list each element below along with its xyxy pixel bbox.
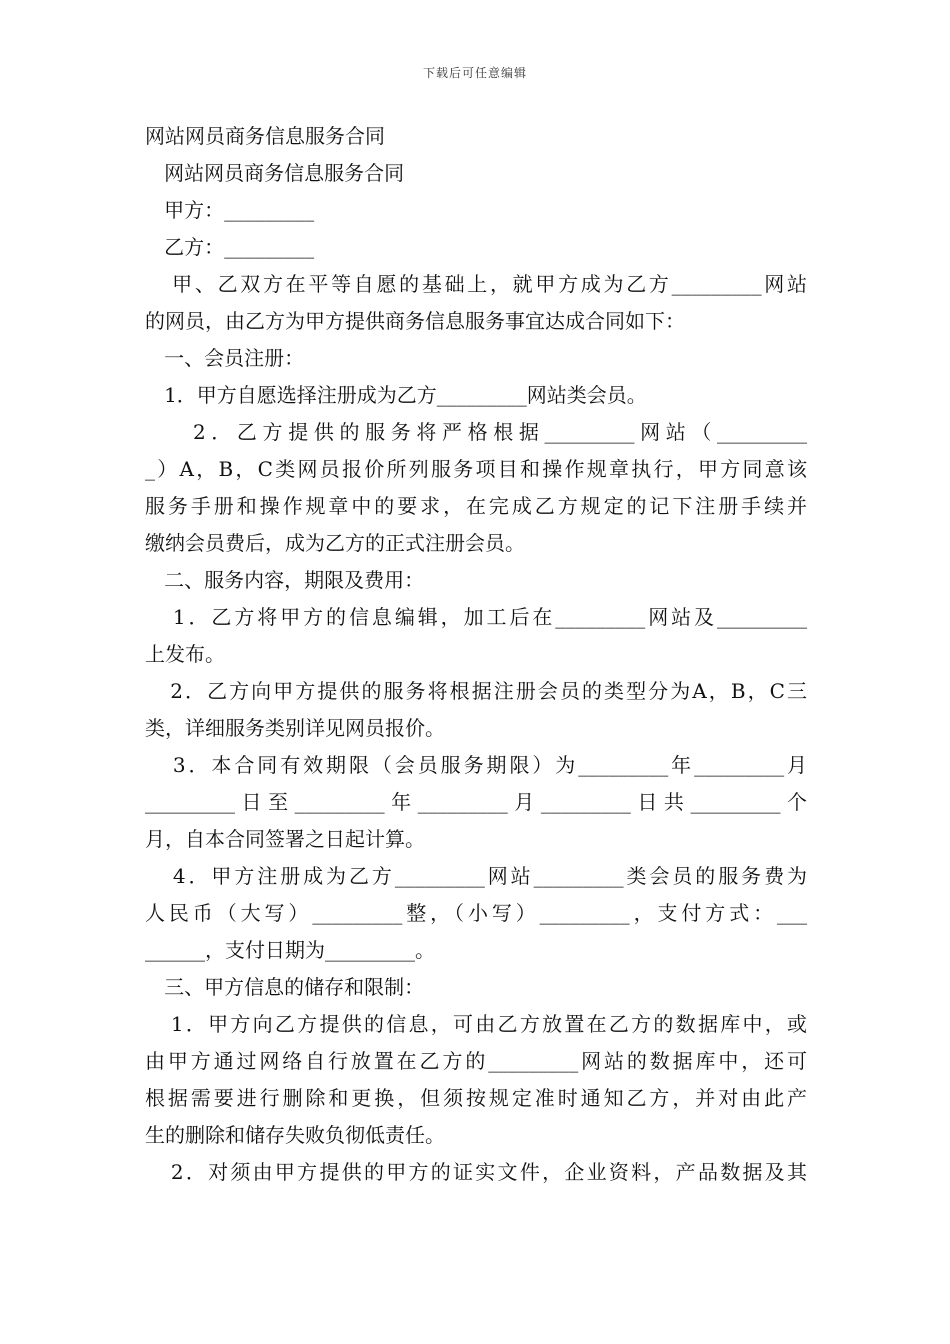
clause-1-1: 1．甲方自愿选择注册成为乙方_________网站类会员。: [145, 383, 647, 407]
document-title: 网站网员商务信息服务合同: [145, 124, 385, 148]
clause-2-1-line-1: 1．乙方将甲方的信息编辑，加工后在_________网站及_________: [145, 605, 807, 629]
section-3-heading: 三、甲方信息的储存和限制：: [145, 975, 425, 999]
clause-3-1-line-3: 根据需要进行删除和更换，但须按规定准时通知乙方，并对由此产: [145, 1086, 807, 1110]
contract-heading: 网站网员商务信息服务合同: [145, 161, 405, 185]
preamble-line-1: 甲、乙双方在平等自愿的基础上，就甲方成为乙方_________网站: [145, 272, 807, 296]
clause-3-1-line-2: 由甲方通过网络自行放置在乙方的_________网站的数据库中，还可: [145, 1049, 807, 1073]
clause-2-3-line-2: _________日至_________年_________月_________日共_________个: [145, 790, 807, 814]
contract-body: [145, 118, 807, 1191]
party-b-line: 乙方：_________: [145, 235, 315, 259]
clause-3-1-line-4: 生的删除和储存失败负彻低责任。: [145, 1123, 445, 1147]
clause-2-1-line-2: 上发布。: [145, 642, 225, 666]
clause-3-2-line-1: 2．对须由甲方提供的甲方的证实文件，企业资料，产品数据及其: [145, 1160, 807, 1184]
clause-3-1-line-1: 1．甲方向乙方提供的信息，可由乙方放置在乙方的数据库中，或: [145, 1012, 807, 1036]
clause-1-2-line-2: _）A，B，C类网员报价所列服务项目和操作规章执行，甲方同意该: [145, 457, 807, 481]
clause-2-4-line-2: 人民币（大写）_________整，（小写）_________，支付方式：___: [145, 901, 807, 925]
preamble-line-2: 的网员，由乙方为甲方提供商务信息服务事宜达成合同如下：: [145, 309, 685, 333]
clause-2-4-line-1: 4．甲方注册成为乙方_________网站_________类会员的服务费为: [145, 864, 807, 888]
clause-2-3-line-1: 3．本合同有效期限（会员服务期限）为_________年_________月: [145, 753, 807, 777]
clause-2-4-line-3: ______，支付日期为_________。: [145, 938, 435, 962]
clause-1-2-line-4: 缴纳会员费后，成为乙方的正式注册会员。: [145, 531, 525, 555]
section-1-heading: 一、会员注册：: [145, 346, 305, 370]
section-2-heading: 二、服务内容，期限及费用：: [145, 568, 425, 592]
page-header-note: 下载后可任意编辑: [422, 66, 527, 80]
clause-2-3-line-3: 月，自本合同签署之日起计算。: [145, 827, 425, 851]
clause-2-2-line-1: 2．乙方向甲方提供的服务将根据注册会员的类型分为A，B，C三: [145, 679, 807, 703]
party-a-line: 甲方：_________: [145, 198, 315, 222]
clause-1-2-line-1: 2．乙方提供的服务将严格根据_________网站（_________: [145, 420, 807, 444]
clause-1-2-line-3: 服务手册和操作规章中的要求，在完成乙方规定的记下注册手续并: [145, 494, 807, 518]
clause-2-2-line-2: 类，详细服务类别详见网员报价。: [145, 716, 445, 740]
